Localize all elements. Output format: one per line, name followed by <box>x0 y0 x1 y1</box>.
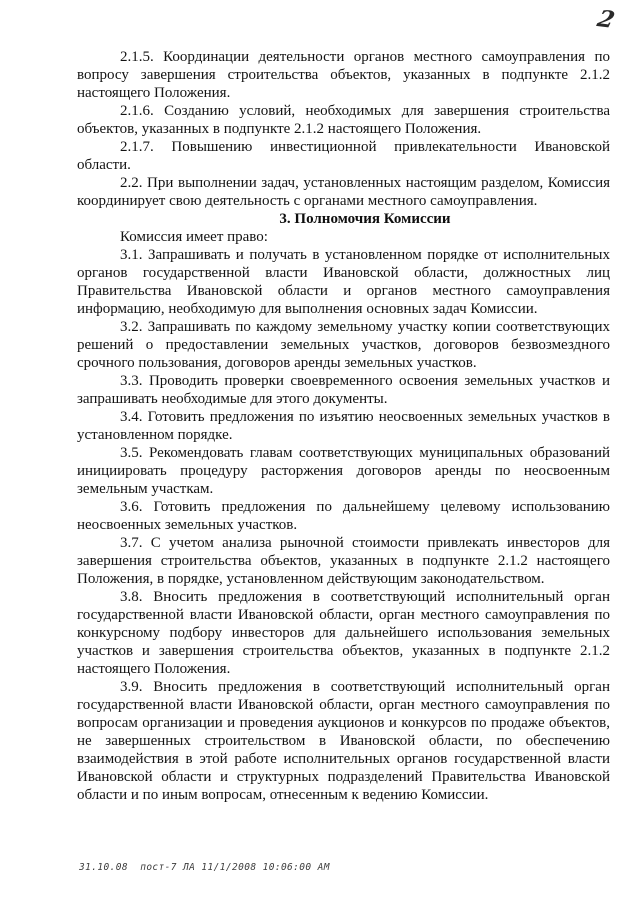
paragraph-3-6: 3.6. Готовить предложения по дальнейшему целевому использованию неосвоенных земельных участков. <box>77 499 610 533</box>
paragraph-2-1-7: 2.1.7. Повышению инвестиционной привлекательности Ивановской области. <box>77 139 610 173</box>
section-3-heading: 3. Полномочия Комиссии <box>279 211 451 227</box>
paragraph-2-2: 2.2. При выполнении задач, установленных настоящим разделом, Комиссия координирует свою деятельность с органами местного самоуправления. <box>77 175 610 209</box>
paragraph-3-7: 3.7. С учетом анализа рыночной стоимости привлекать инвесторов для завершения строительства объектов, указанных в подпункте 2.1.2 настоящего Положения, в порядке, установленном действующим законодательством. <box>77 535 610 587</box>
paragraph-2-1-6: 2.1.6. Созданию условий, необходимых для завершения строительства объектов, указанных в подпункте 2.1.2 настоящего Положения. <box>77 103 610 137</box>
paragraph-3-5: 3.5. Рекомендовать главам соответствующих муниципальных образований инициировать процедуру расторжения договоров аренды по неосвоенным земельным участкам. <box>77 445 610 497</box>
paragraph-2-1-5: 2.1.5. Координации деятельности органов местного самоуправления по вопросу завершения строительства объектов, указанных в подпункте 2.1.2 настоящего Положения. <box>77 49 610 101</box>
paragraph-3-3: 3.3. Проводить проверки своевременного освоения земельных участков и запрашивать необходимые для этого документы. <box>77 373 610 407</box>
footer-stamp: 31.10.08 пост-7 ЛА 11/1/2008 10:06:00 AM <box>79 862 330 873</box>
section-3-intro: Комиссия имеет право: <box>120 229 268 245</box>
paragraph-3-4: 3.4. Готовить предложения по изъятию неосвоенных земельных участков в установленном порядке. <box>77 409 610 443</box>
handwritten-page-number: 2 <box>594 5 618 34</box>
paragraph-3-9: 3.9. Вносить предложения в соответствующий исполнительный орган государственной власти Ивановской области, орган местного самоуправления по вопросам организации и проведения аукционов и конкурсов по продаже объектов, не завершенных строительством в Ивановской области, по обеспечению взаимодействия в этой работе исполнительных органов государственной власти Ивановской области и структурных подразделений Правительства Ивановской области и по иным вопросам, отнесенным к ведению Комиссии. <box>77 679 610 803</box>
paragraph-3-2: 3.2. Запрашивать по каждому земельному участку копии соответствующих решений о предоставлении земельных участков, договоров безвозмездного срочного пользования, договоров аренды земельных участков. <box>77 319 610 371</box>
document-text-block <box>77 48 610 804</box>
paragraph-3-1: 3.1. Запрашивать и получать в установленном порядке от исполнительных органов государственной власти Ивановской области, должностных лиц Правительства Ивановской области и органов местного самоуправления информацию, необходимую для выполнения основных задач Комиссии. <box>77 247 610 317</box>
paragraph-3-8: 3.8. Вносить предложения в соответствующий исполнительный орган государственной власти Ивановской области, орган местного самоуправления по конкурсному подбору инвесторов для дальнейшего использования земельных участков и завершения строительства объектов, указанных в подпункте 2.1.2 настоящего Положения. <box>77 589 610 677</box>
